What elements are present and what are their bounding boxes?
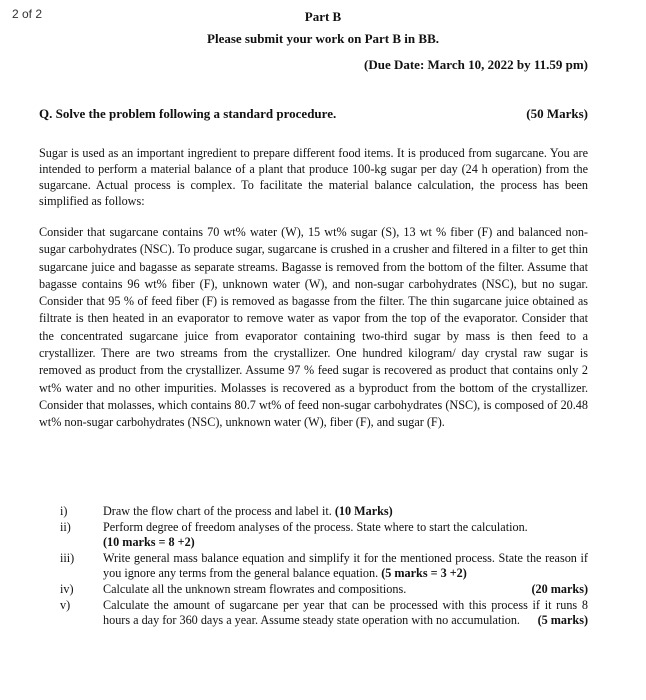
task-description: Calculate the amount of sugarcane per year that can be processed with this process if it runs 8 hours a day for 360 days a year. Assume steady state operation with no accumulation. — [103, 597, 588, 628]
task-description: Perform degree of freedom analyses of the process. State where to start the calculation. — [103, 519, 528, 534]
task-marks: (10 Marks) — [334, 504, 393, 518]
process-paragraph: Consider that sugarcane contains 70 wt% water (W), 15 wt% sugar (S), 13 wt % fiber (F) and balanced non-sugar carbohydrates (NSC). To produce sugar, sugarcane is crushed in a crusher and filtered in a filter to get thin sugarcane juice and bagasse as separate streams. Bagasse is removed from the bottom of the filter. Assume that bagasse contains 96 wt% fiber (F), unknown water (W), and non-sugar carbohydrates (NSC), but no sugar. Consider that 95 % of feed fiber (F) is removed as bagasse from the filter. The thin sugarcane juice obtained as filtrate is then heated in an evaporator to remove water as vapor from the top of the evaporator. Consider that the concentrated sugarcane juice from evaporator containing two-third sugar by mass is then feed to a crystallizer. There are two streams from the crystallizer. One hundred kilogram/ day crystal raw sugar is removed as product from the crystallizer. Assume 97 % feed sugar is recovered as product that contains only 2 wt% water and no other impurities. Molasses is recovered as a byproduct from the bottom of the crystallizer. Consider that molasses, which contains 80.7 wt% of feed non-sugar carbohydrates (NSC), is composed of 20.48 wt% non-sugar carbohydrates (NSC), unknown water (W), fiber (F), and sugar (F). — [39, 225, 588, 430]
task-text — [103, 504, 588, 520]
task-text — [103, 520, 588, 551]
task-item — [39, 504, 588, 520]
task-item — [39, 520, 588, 551]
intro-paragraph: Sugar is used as an important ingredient to prepare different food items. It is produced from sugarcane. You are intended to perform a material balance of a plant that produce 100-kg sugar per day (24 h operation) from the sugarcane. Actual process is complex. To facilitate the material balance calculation, the process has been simplified as follows: — [39, 146, 588, 208]
task-item — [39, 598, 588, 629]
task-marks: (5 marks = 3 +2) — [381, 566, 467, 581]
task-text — [103, 551, 588, 582]
submission-note: Please submit your work on Part B in BB. — [207, 31, 439, 46]
task-description: Draw the flow chart of the process and label it. — [103, 504, 335, 518]
question-text: Q. Solve the problem following a standard procedure. — [39, 106, 337, 121]
task-marks: (5 marks) — [537, 613, 588, 628]
task-marks: (20 marks) — [531, 581, 588, 596]
task-number: v) — [60, 597, 71, 612]
task-item — [39, 551, 588, 582]
task-text — [103, 598, 588, 629]
task-number: i) — [60, 504, 68, 518]
task-description: Calculate all the unknown stream flowrates and compositions. — [103, 581, 407, 596]
question-marks: (50 Marks) — [526, 106, 588, 121]
task-marks: (10 marks = 8 +2) — [103, 535, 195, 550]
task-description: Write general mass balance equation and simplify it for the mentioned process. State the reason if you ignore any terms from the general balance equation. — [103, 550, 588, 581]
task-number: iv) — [60, 581, 74, 596]
task-number: iii) — [60, 550, 75, 565]
task-item — [39, 582, 588, 598]
task-list — [39, 504, 588, 629]
part-title: Part B — [304, 9, 342, 24]
question-line — [39, 106, 588, 122]
task-text — [103, 582, 588, 598]
task-number: ii) — [60, 519, 71, 534]
due-date: (Due Date: March 10, 2022 by 11.59 pm) — [364, 57, 588, 72]
page-indicator: 2 of 2 — [12, 7, 43, 21]
